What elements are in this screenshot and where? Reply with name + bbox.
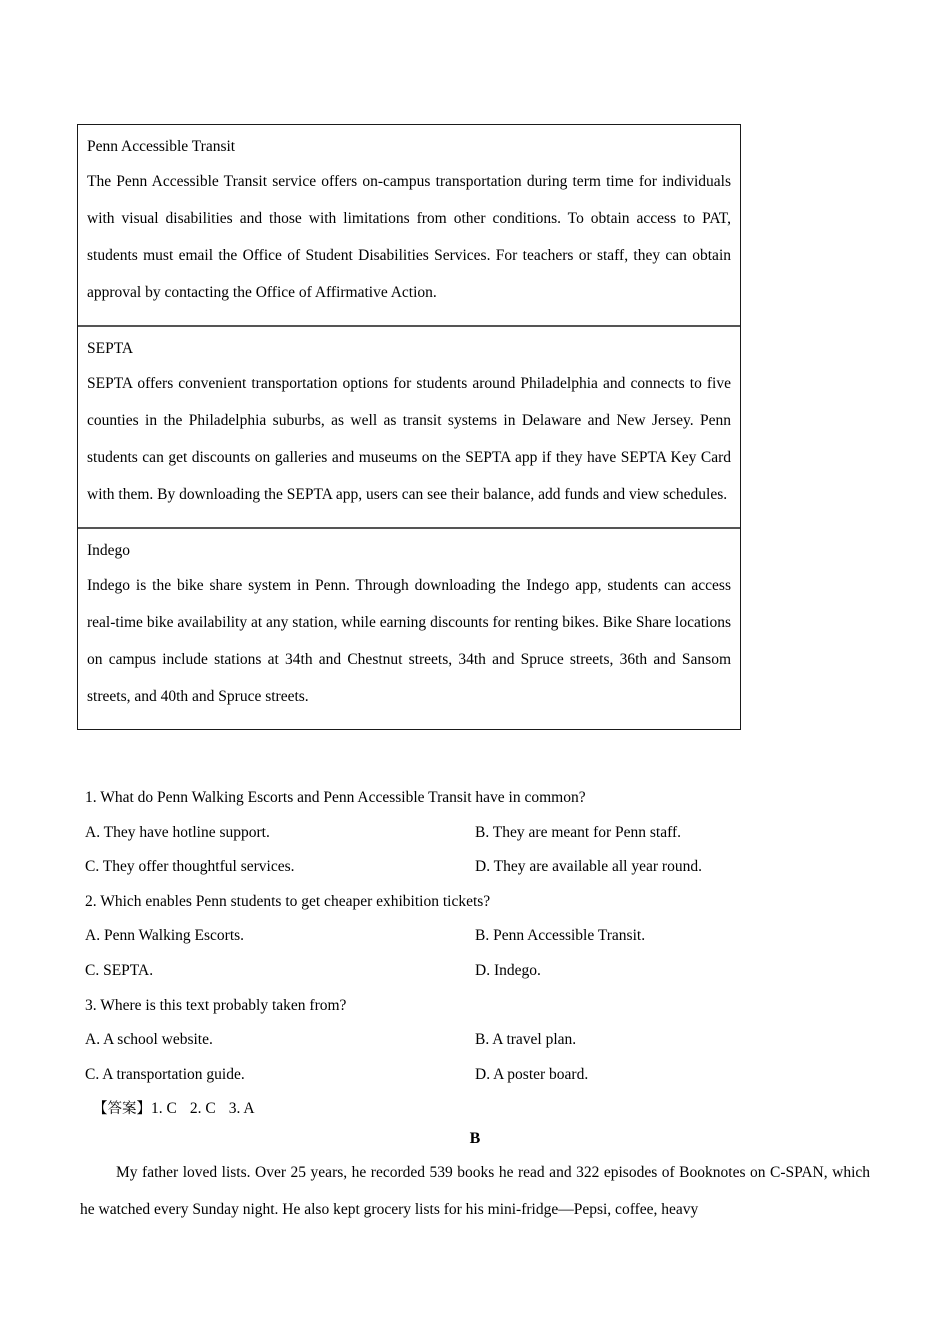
question-1-options-row-1: [85, 816, 885, 851]
answer-key-item-1: 1. C: [151, 1100, 177, 1118]
question-3-option-a[interactable]: A. A school website.: [85, 1031, 213, 1049]
answer-key-label: 【答案】: [93, 1101, 151, 1118]
table-row: [78, 325, 740, 527]
question-1-options-row-2: [85, 850, 885, 885]
question-2-options-row-2: [85, 954, 885, 989]
section-b-heading: B: [469, 1130, 481, 1147]
question-1-option-d[interactable]: D. They are available all year round.: [475, 858, 702, 876]
transit-info-table: [77, 124, 741, 730]
question-list: [85, 781, 885, 1127]
table-row: [78, 527, 740, 729]
question-3-option-b[interactable]: B. A travel plan.: [475, 1031, 577, 1049]
question-1-option-b[interactable]: B. They are meant for Penn staff.: [475, 823, 682, 841]
question-1-stem: 1. What do Penn Walking Escorts and Penn Accessible Transit have in common?: [85, 789, 586, 806]
answer-key-item-2: 2. C: [189, 1100, 216, 1118]
question-2-options-row-1: [85, 919, 885, 954]
question-2-option-c[interactable]: C. SEPTA.: [85, 961, 154, 979]
section-body-penn-accessible-transit: The Penn Accessible Transit service offers on-campus transportation during term time for individuals with visual disabilities and those with limitations from other conditions. To obtain access to PAT, students must email the Office of Student Disabilities Services. For teachers or staff, they can obtain approval by contacting the Office of Affirmative Action.: [87, 173, 731, 301]
section-b-passage: My father loved lists. Over 25 years, he recorded 539 books he read and 322 episodes of Booknotes on C-SPAN, which he watched every Sunday night. He also kept grocery lists for his mini-fridge—Pepsi, coffee, heavy: [80, 1164, 870, 1218]
question-2-option-a[interactable]: A. Penn Walking Escorts.: [85, 927, 245, 945]
section-body-septa: SEPTA offers convenient transportation options for students around Philadelphia and connects to five counties in the Philadelphia suburbs, as well as transit systems in Delaware and New Jersey. Penn students can get discounts on galleries and museums on the SEPTA app if they have SEPTA Key Card with them. By downloading the SEPTA app, users can see their balance, add funds and view schedules.: [87, 375, 731, 503]
question-2-stem: 2. Which enables Penn students to get cheaper exhibition tickets?: [85, 892, 491, 910]
question-3-options-row-1: [85, 1023, 885, 1058]
question-3-option-d[interactable]: D. A poster board.: [475, 1065, 589, 1083]
section-title-penn-accessible-transit: Penn Accessible Transit: [87, 138, 236, 155]
question-3-options-row-2: [85, 1058, 885, 1093]
section-title-indego: Indego: [87, 542, 131, 559]
question-1-option-a[interactable]: A. They have hotline support.: [85, 823, 270, 841]
answer-key-item-3: 3. A: [228, 1100, 255, 1118]
question-1-option-c[interactable]: C. They offer thoughtful services.: [85, 858, 295, 876]
section-body-indego: Indego is the bike share system in Penn. Through downloading the Indego app, students can access real-time bike availability at any station, while earning discounts for renting bikes. Bike Share locations on campus include stations at 34th and Chestnut streets, 34th and Spruce streets, 36th and Sansom streets, and 40th and Spruce streets.: [87, 577, 731, 705]
question-2-option-d[interactable]: D. Indego.: [475, 961, 541, 979]
question-3-option-c[interactable]: C. A transportation guide.: [85, 1065, 245, 1083]
answer-key-line: [85, 1092, 885, 1127]
question-3-stem: 3. Where is this text probably taken from?: [85, 996, 347, 1014]
table-row: [78, 125, 740, 325]
section-title-septa: SEPTA: [87, 340, 134, 357]
question-2-option-b[interactable]: B. Penn Accessible Transit.: [475, 927, 646, 945]
